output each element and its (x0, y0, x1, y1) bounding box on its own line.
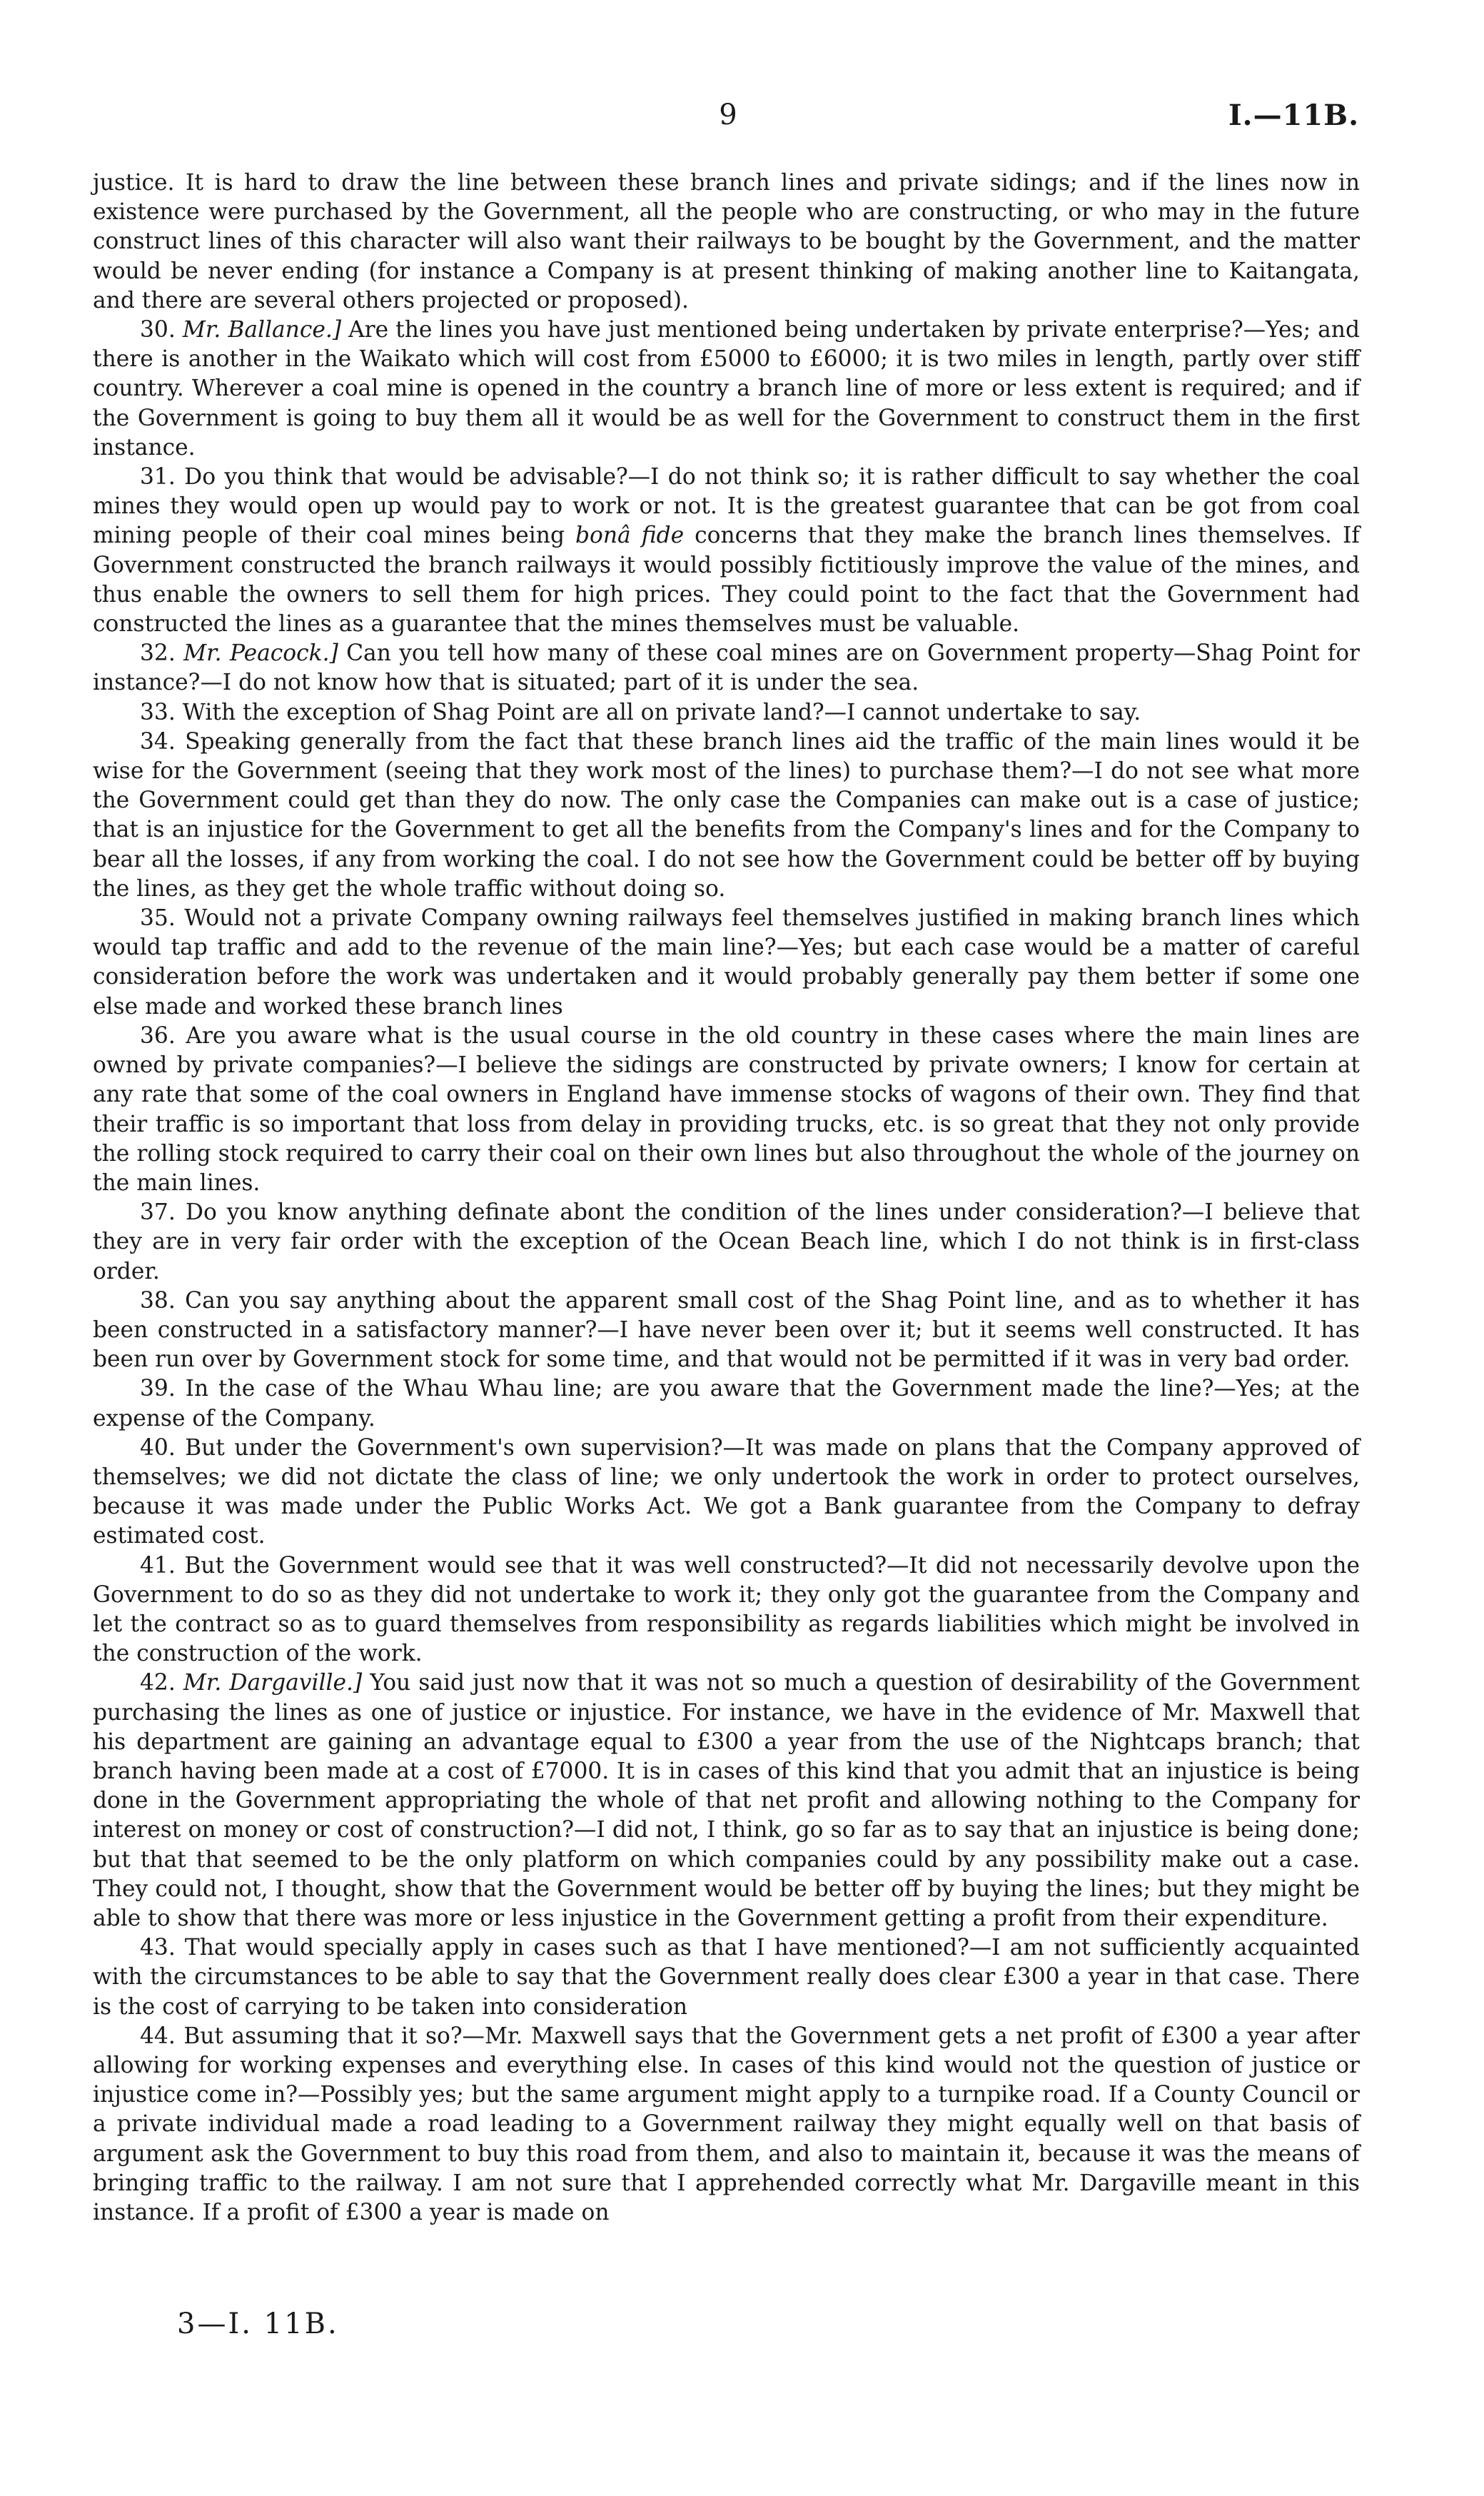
question-number: 31. (140, 464, 176, 490)
question-text: Are you aware what is the usual course in the old country in these cases where the main lines are owned by private companies?—I believe the sidings are constructed by private owners; I know for certain at any rate that some of the coal owners in England have immense stocks of wagons of their own. They find that their traffic is so important that loss from delay in providing trucks, etc. is so great that they not only provide the rolling stock required to carry their coal on their own lines but also throughout the whole of the journey on the main lines. (93, 1022, 1361, 1196)
question-number: 35. (140, 905, 176, 932)
question-text: But the Government would see that it was well constructed?—It did not necessarily devolve upon the Government to do so as they did not undertake to work it; they only got the guarantee from the Company and let the contract so as to guard themselves from responsibility as regards liabilities which might be involved in the construction of the work. (93, 1552, 1361, 1667)
question-text: You said just now that it was not so much a question of desirability of the Government purchasing the lines as one of justice or injustice. For instance, we have in the evidence of Mr. Maxwell that his department are gaining an advantage equal to £300 a year from the use of the Nightcaps branch; that branch having been made at a cost of £7000. It is in cases of this kind that you admit that an injustice is being done in the Government appropriating the whole of that net profit and allowing nothing to the Company for interest on money or cost of construction?—I did not, I think, go so far as to say that an injustice is being done; but that that seemed to be the only platform on which companies could by any possibility make out a case. They could not, I thought, show that the Government would be better off by buying the lines; but they might be able to show that there was more or less injustice in the Government getting a profit from their expenditure. (93, 1670, 1360, 1931)
question-33 (93, 698, 1360, 728)
question-text: Speaking generally from the fact that these branch lines aid the traffic of the main lines would it be wise for the Government (seeing that they work most of the lines) to purchase them?—I do not see what more the Government could get than they do now. The only case the Companies can make out is a case of justice; that is an injustice for the Government to get all the benefits from the Company's lines and for the Company to bear all the losses, if any from working the coal. I do not see how the Government could be better off by buying the lines, as they get the whole traffic without doing so. (93, 728, 1360, 902)
question-number: 33. (140, 699, 176, 725)
question-43 (93, 1933, 1360, 2022)
question-text: Can you say anything about the apparent small cost of the Shag Point line, and as to whether it has been constructed in a satisfactory manner?—I have never been over it; but it seems well constructed. It has been run over by Government stock for some time, and that would not be permitted if it was in very bad order. (93, 1287, 1361, 1373)
question-number: 32. (140, 640, 176, 667)
question-number: 38. (140, 1287, 176, 1314)
question-30 (93, 316, 1360, 463)
question-number: 37. (140, 1199, 176, 1226)
question-number: 30. (140, 317, 176, 343)
question-text-after: concerns that they make the branch lines themselves. If Government constructed the branch railways it would possibly fictitiously improve the value of the mines, and thus enable the owners to sell them for high prices. They could point to the fact that the Government had constructed the lines as a guarantee that the mines themselves must be valuable. (93, 523, 1360, 638)
question-text: That would specially apply in cases such as that I have mentioned?—I am not sufficiently acquainted with the circumstances to be able to say that the Government really does clear £300 a year in that case. There is the cost of carrying to be taken into consideration (93, 1935, 1360, 2020)
question-text: Would not a private Company owning railways feel themselves justified in making branch lines which would tap traffic and add to the revenue of the main line?—Yes; but each case would be a matter of careful consideration before the work was undertaken and it would probably generally pay them better if some one else made and worked these branch lines (93, 905, 1360, 1020)
question-42 (93, 1669, 1360, 1933)
question-text: With the exception of Shag Point are all on private land?—I cannot undertake to say. (182, 699, 1141, 725)
question-41 (93, 1551, 1360, 1669)
italic-phrase: bonâ fide (575, 523, 685, 549)
speaker-name: Mr. Dargaville.] (183, 1670, 363, 1696)
question-text: But assuming that it so?—Mr. Maxwell says that the Government gets a net profit of £300 a year after allowing for working expenses and everything else. In cases of this kind would not the question of justice or injustice come in?—Possibly yes; but the same argument might apply to a turnpike road. If a County Council or a private individual made a road leading to a Government railway they might equally well on that basis of argument ask the Government to buy this road from them, and also to maintain it, because it was the means of bringing traffic to the railway. I am not sure that I apprehended correctly what Mr. Dargaville meant in this instance. If a profit of £300 a year is made on (93, 2023, 1360, 2226)
question-31 (93, 463, 1360, 639)
question-text: In the case of the Whau Whau line; are you aware that the Government made the line?—Yes; at the expense of the Company. (93, 1376, 1360, 1431)
question-number: 43. (140, 1935, 176, 1961)
question-number: 42. (140, 1670, 176, 1696)
question-number: 41. (140, 1552, 176, 1579)
question-text: Do you know anything definate abont the condition of the lines under consideration?—I believe that they are in very fair order with the exception of the Ocean Beach line, which I do not think is in first-class order. (93, 1199, 1360, 1284)
question-text: Do you think that would be advisable?—I do not think so; it is rather difficult to say whether the coal mines they would open up would pay to work or not. It is the greatest guarantee that can be got from coal mining people of their coal mines being (93, 464, 1360, 549)
question-text: But under the Government's own supervision?—It was made on plans that the Company approved of themselves; we did not dictate the class of line; we only undertook the work in order to protect ourselves, because it was made under the Public Works Act. We got a Bank guarantee from the Company to defray estimated cost. (93, 1434, 1360, 1549)
speaker-name: Mr. Peacock.] (183, 640, 338, 667)
question-number: 34. (140, 728, 176, 755)
paragraph-continued (93, 168, 1360, 316)
question-40 (93, 1434, 1360, 1551)
paragraph-text: justice. It is hard to draw the line between these branch lines and private sidings; and if the lines now in existence were purchased by the Government, all the people who are constructing, or who may in the future construct lines of this character will also want their railways to be bought by the Government, and the matter would be never ending (for instance a Company is at present thinking of making another line to Kaitangata, and there are several others projected or proposed). (93, 170, 1360, 313)
question-number: 44. (140, 2023, 176, 2049)
page-number: 9 (719, 99, 737, 131)
question-38 (93, 1287, 1360, 1375)
evidence-text (93, 168, 1360, 2228)
question-35 (93, 904, 1360, 1022)
question-34 (93, 728, 1360, 904)
question-37 (93, 1198, 1360, 1287)
question-text: Are the lines you have just mentioned being undertaken by private enterprise?—Yes; and there is another in the Waikato which will cost from £5000 to £6000; it is two miles in length, partly over stiff country. Wherever a coal mine is opened in the country a branch line of more or less extent is required; and if the Government is going to buy them all it would be as well for the Government to construct them in the first instance. (93, 317, 1360, 461)
question-39 (93, 1374, 1360, 1433)
question-44 (93, 2022, 1360, 2228)
question-number: 39. (140, 1376, 176, 1402)
printer-signature: 3—I. 11B. (177, 2308, 339, 2340)
question-text: Can you tell how many of these coal mines are on Government property—Shag Point for instance?—I do not know how that is situated; part of it is under the sea. (93, 640, 1360, 696)
question-number: 36. (140, 1022, 176, 1049)
question-number: 40. (140, 1434, 176, 1461)
question-36 (93, 1022, 1360, 1198)
speaker-name: Mr. Ballance.] (182, 317, 342, 343)
question-32 (93, 639, 1360, 698)
document-reference: I.—11B. (1228, 99, 1359, 132)
